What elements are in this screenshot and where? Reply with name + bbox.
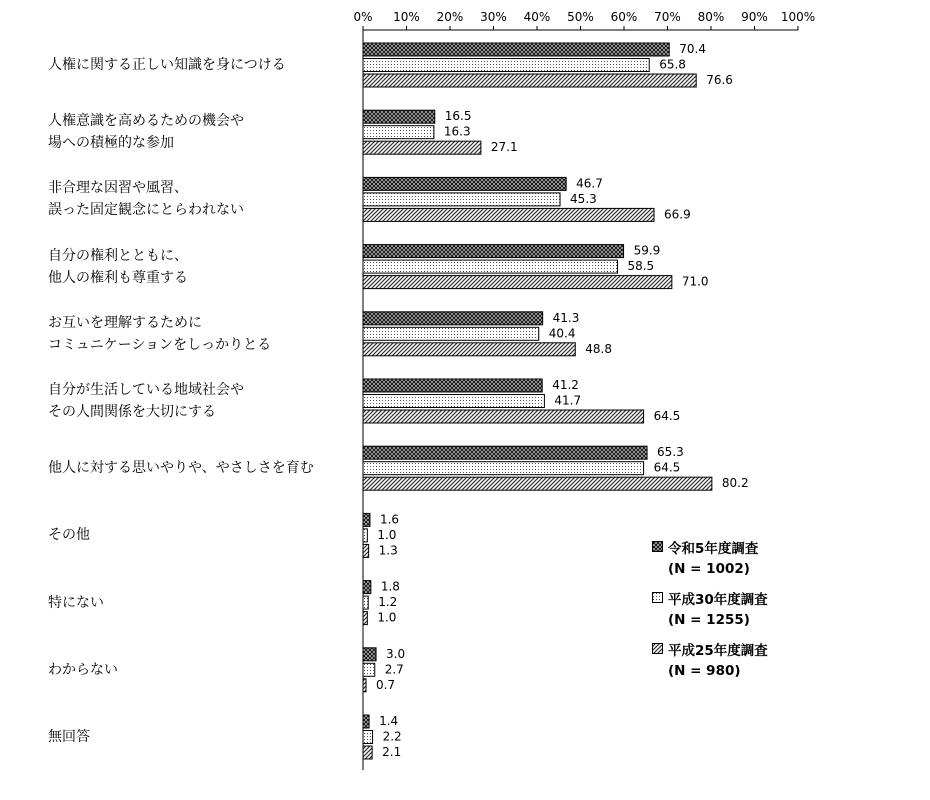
category-label — [48, 592, 104, 614]
legend-series-name: 平成25年度調査 — [668, 643, 768, 659]
bar-value-label: 1.3 — [378, 543, 398, 558]
bar — [363, 596, 368, 609]
legend-swatch-box — [653, 593, 663, 603]
category-label-line: 特にない — [48, 594, 104, 611]
bar-value-label: 1.0 — [377, 610, 397, 625]
x-tick-label: 20% — [436, 10, 464, 24]
bar — [363, 544, 369, 557]
bar — [363, 312, 543, 325]
bar-value-label: 1.4 — [379, 714, 399, 728]
x-tick-label: 50% — [567, 10, 594, 24]
x-tick-label: 80% — [697, 10, 725, 24]
category-label — [48, 54, 286, 76]
bar-value-label: 3.0 — [386, 646, 406, 661]
bar-value-label: 1.8 — [380, 579, 400, 594]
legend-series-name: 令和5年度調査 — [668, 541, 759, 557]
bar — [363, 462, 644, 475]
category-label-line: コミュニケーションをしっかりとる — [48, 336, 272, 353]
category-label-line: 非合理な因習や風習、 — [48, 180, 188, 197]
legend-swatch — [652, 643, 663, 654]
bar-value-label: 70.4 — [679, 42, 706, 56]
category-label-line: 他人に対する思いやりや、やさしさを育む — [48, 460, 314, 477]
x-tick-label: 60% — [610, 10, 638, 24]
legend-series-name: 平成30年度調査 — [668, 592, 768, 608]
bar — [363, 126, 434, 139]
bar-value-label: 65.3 — [657, 445, 684, 460]
category-label-line: 人権意識を高めるための機会や — [48, 113, 244, 130]
legend-sample-size: (N = 1002) — [668, 561, 750, 577]
legend-sample-size: (N = 1255) — [668, 612, 750, 628]
bar-value-label: 0.7 — [376, 677, 396, 692]
category-label-line: 人権に関する正しい知識を身につける — [48, 57, 286, 73]
category-label-line: その他 — [48, 527, 90, 544]
legend-swatch — [652, 592, 663, 603]
bar-value-label: 65.8 — [659, 57, 686, 72]
category-label-line: 自分の権利とともに、 — [48, 247, 188, 264]
bar — [363, 477, 712, 490]
bar — [363, 343, 575, 356]
bar — [363, 276, 672, 289]
category-label — [48, 177, 244, 221]
bar-value-label: 16.3 — [443, 124, 471, 139]
category-label-line: 誤った固定観念にとらわれない — [48, 202, 244, 219]
bar-value-label: 64.5 — [653, 409, 681, 423]
bar-value-label: 80.2 — [721, 476, 749, 491]
category-label — [48, 110, 244, 154]
bar — [363, 379, 542, 392]
x-tick-label: 100% — [780, 10, 816, 24]
bar-value-label: 2.1 — [382, 745, 402, 759]
bar — [363, 245, 624, 258]
bar-value-label: 41.3 — [552, 310, 580, 325]
legend-sample-size: (N = 980) — [668, 663, 741, 679]
x-tick-label: 10% — [393, 10, 420, 24]
bar — [363, 74, 696, 87]
bar — [363, 395, 544, 408]
bar — [363, 612, 367, 625]
bar-value-label: 46.7 — [576, 176, 603, 191]
bar-value-label: 2.7 — [384, 662, 404, 677]
x-tick-label: 40% — [523, 10, 551, 24]
category-label — [48, 457, 314, 479]
category-label — [48, 524, 90, 546]
bar-value-label: 27.1 — [490, 140, 518, 155]
bar — [363, 59, 649, 72]
bar — [363, 648, 376, 661]
bar — [363, 731, 373, 744]
bar-value-label: 1.2 — [378, 595, 398, 610]
bar-value-label: 48.8 — [585, 341, 612, 356]
bar — [363, 746, 372, 759]
category-label-line: その人間関係を大切にする — [48, 404, 216, 420]
bar — [363, 327, 539, 340]
category-label — [48, 726, 90, 748]
bar — [363, 260, 617, 273]
legend-swatch-box — [653, 644, 663, 654]
legend-swatch — [652, 541, 663, 552]
x-tick-label: 30% — [480, 10, 507, 24]
bar — [363, 193, 560, 206]
category-label — [48, 245, 188, 289]
bar — [363, 43, 669, 56]
category-label-line: 自分が生活している地域社会や — [48, 382, 244, 398]
bar-value-label: 40.4 — [548, 326, 576, 341]
x-tick-label: 70% — [654, 10, 681, 24]
category-label-line: 無回答 — [48, 729, 90, 745]
bar-value-label: 58.5 — [627, 259, 655, 274]
x-tick-label: 90% — [741, 10, 768, 24]
category-label-line: 他人の権利も尊重する — [48, 269, 188, 286]
bar-value-label: 1.0 — [377, 527, 397, 542]
bar — [363, 663, 375, 676]
category-label — [48, 659, 118, 681]
bar-value-label: 41.7 — [554, 393, 582, 408]
bar-value-label: 16.5 — [444, 109, 472, 124]
category-label-line: お互いを理解するために — [48, 314, 202, 331]
category-label-line: わからない — [48, 661, 118, 678]
bar — [363, 513, 370, 526]
bar — [363, 208, 654, 221]
bar — [363, 529, 367, 542]
category-label — [48, 379, 244, 423]
bar-value-label: 71.0 — [681, 274, 709, 289]
category-label-line: 場への積極的な参加 — [48, 135, 174, 152]
bar-value-label: 1.6 — [379, 512, 400, 527]
bar — [363, 410, 644, 423]
x-tick-label: 0% — [353, 10, 373, 24]
bar — [363, 679, 366, 692]
bar-value-label: 2.2 — [382, 729, 402, 744]
category-label — [48, 312, 271, 356]
bar-value-label: 41.2 — [552, 378, 579, 392]
bar — [363, 177, 566, 190]
bar — [363, 581, 371, 594]
bar-value-label: 76.6 — [706, 73, 733, 87]
bar-value-label: 66.9 — [664, 207, 691, 222]
bar-value-label: 59.9 — [633, 243, 661, 258]
bar — [363, 446, 647, 459]
bar-value-label: 45.3 — [570, 191, 597, 206]
bar — [363, 141, 481, 154]
bar — [363, 715, 369, 728]
bar-value-label: 64.5 — [653, 460, 681, 475]
bar — [363, 110, 435, 123]
legend-swatch-box — [653, 542, 663, 552]
